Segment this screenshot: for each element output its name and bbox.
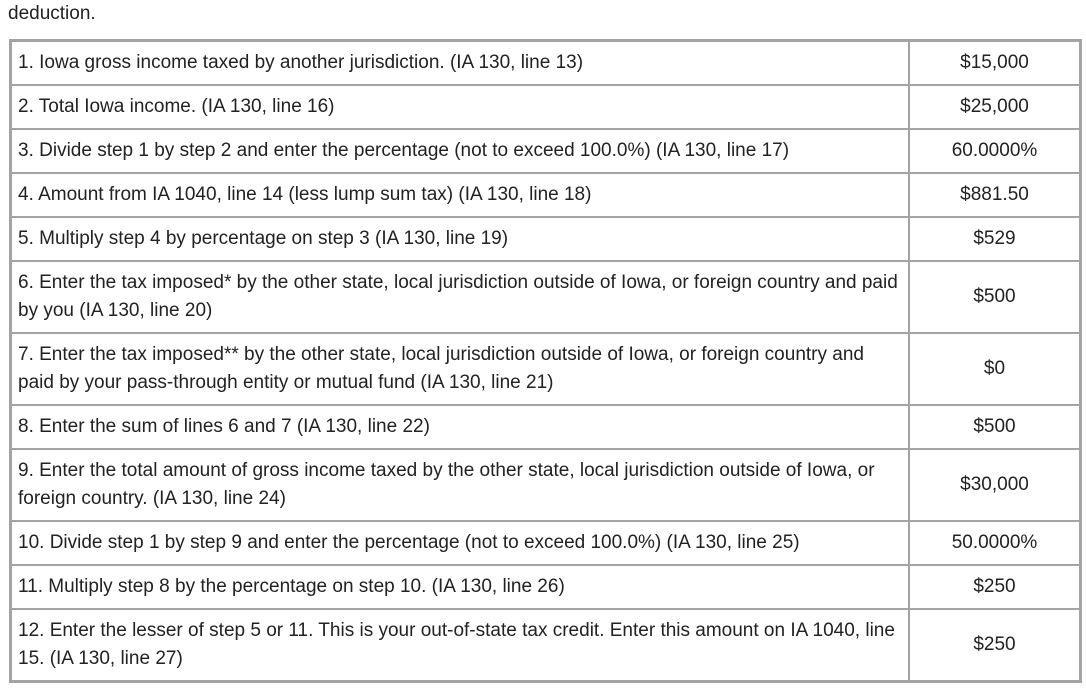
table-row — [11, 173, 1080, 217]
row-amount: $25,000 — [909, 85, 1080, 129]
row-label: 11. Multiply step 8 by the percentage on step 10. (IA 130, line 26) — [11, 565, 909, 609]
row-amount: $30,000 — [909, 449, 1080, 521]
row-label: 2. Total Iowa income. (IA 130, line 16) — [11, 85, 909, 129]
row-amount: $500 — [909, 261, 1080, 333]
row-amount: $15,000 — [909, 41, 1080, 85]
table-row — [11, 217, 1080, 261]
table-row — [11, 521, 1080, 565]
row-label: 7. Enter the tax imposed** by the other state, local jurisdiction outside of Iowa, or foreign country and paid by your pass-through entity or mutual fund (IA 130, line 21) — [11, 333, 909, 405]
row-amount: $529 — [909, 217, 1080, 261]
row-label: 5. Multiply step 4 by percentage on step 3 (IA 130, line 19) — [11, 217, 909, 261]
row-label: 9. Enter the total amount of gross income taxed by the other state, local jurisdiction outside of Iowa, or foreign country. (IA 130, line 24) — [11, 449, 909, 521]
row-amount: $250 — [909, 565, 1080, 609]
row-label: 3. Divide step 1 by step 2 and enter the percentage (not to exceed 100.0%) (IA 130, line 17) — [11, 129, 909, 173]
row-label: 10. Divide step 1 by step 9 and enter the percentage (not to exceed 100.0%) (IA 130, line 25) — [11, 521, 909, 565]
intro-text: deduction. — [8, 3, 96, 24]
table-row — [11, 565, 1080, 609]
tax-credit-worksheet-table — [9, 39, 1082, 683]
row-label: 6. Enter the tax imposed* by the other state, local jurisdiction outside of Iowa, or foreign country and paid by you (IA 130, line 20) — [11, 261, 909, 333]
table-row — [11, 405, 1080, 449]
table-row — [11, 449, 1080, 521]
table-row — [11, 129, 1080, 173]
row-label: 8. Enter the sum of lines 6 and 7 (IA 130, line 22) — [11, 405, 909, 449]
row-label: 4. Amount from IA 1040, line 14 (less lump sum tax) (IA 130, line 18) — [11, 173, 909, 217]
row-label: 12. Enter the lesser of step 5 or 11. This is your out-of-state tax credit. Enter this amount on IA 1040, line 15. (IA 130, line 27) — [11, 609, 909, 681]
row-amount: $881.50 — [909, 173, 1080, 217]
row-amount: 50.0000% — [909, 521, 1080, 565]
row-amount: $500 — [909, 405, 1080, 449]
row-amount: $0 — [909, 333, 1080, 405]
row-amount: $250 — [909, 609, 1080, 681]
table-row — [11, 333, 1080, 405]
row-label: 1. Iowa gross income taxed by another jurisdiction. (IA 130, line 13) — [11, 41, 909, 85]
table-row — [11, 261, 1080, 333]
table-row — [11, 609, 1080, 681]
table-row — [11, 85, 1080, 129]
table-row — [11, 41, 1080, 85]
row-amount: 60.0000% — [909, 129, 1080, 173]
